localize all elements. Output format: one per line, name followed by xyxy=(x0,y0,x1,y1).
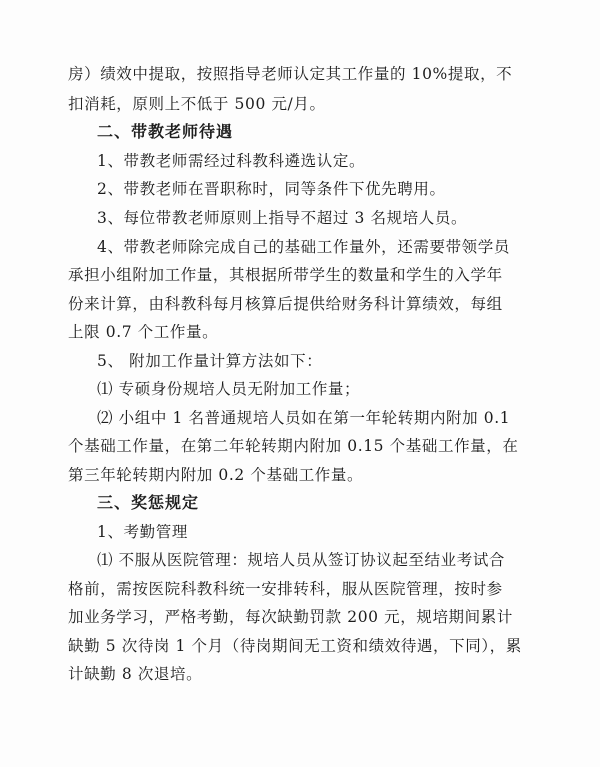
text-line: ⑴ 专硕身份规培人员无附加工作量； xyxy=(97,380,361,398)
text-line: 第三年轮转期内附加 0.2 个基础工作量。 xyxy=(68,466,364,484)
text-line: 5、 附加工作量计算方法如下： xyxy=(97,352,323,370)
text-line: 4、带教老师除完成自己的基础工作量外，还需要带领学员 xyxy=(97,238,510,256)
text-line: 3、每位带教老师原则上指导不超过 3 名规培人员。 xyxy=(97,209,468,227)
section-heading: 二、带教老师待遇 xyxy=(97,122,234,141)
text-line: 格前，需按医院科教科统一安排转科，服从医院管理，按时参 xyxy=(68,580,503,598)
text-line: 承担小组附加工作量，其根据所带学生的数量和学生的入学年 xyxy=(68,266,503,284)
text-line: ⑴ 不服从医院管理：规培人员从签订协议起至结业考试合 xyxy=(97,551,506,569)
text-line: 扣消耗，原则上不低于 500 元/月。 xyxy=(68,95,326,113)
text-line: 计缺勤 8 次退培。 xyxy=(68,665,203,683)
text-line: 加业务学习，严格考勤，每次缺勤罚款 200 元，规培期间累计 xyxy=(68,608,513,626)
text-line: 缺勤 5 次待岗 1 个月（待岗期间无工资和绩效待遇，下同），累 xyxy=(68,637,522,655)
text-line: 上限 0.7 个工作量。 xyxy=(68,323,219,341)
text-line: 1、考勤管理 xyxy=(97,523,188,541)
text-line: 2、带教老师在晋职称时，同等条件下优先聘用。 xyxy=(97,180,446,198)
text-line: 份来计算，由科教科每月核算后提供给财务科计算绩效，每组 xyxy=(68,295,503,313)
text-line: ⑵ 小组中 1 名普通规培人员如在第一年轮转期内附加 0.1 xyxy=(97,409,511,427)
text-line: 房）绩效中提取，按照指导老师认定其工作量的 10%提取，不 xyxy=(68,65,513,83)
text-line: 个基础工作量，在第二年轮转期内附加 0.15 个基础工作量，在 xyxy=(68,437,519,455)
text-line: 1、带教老师需经过科教科遴选认定。 xyxy=(97,152,366,170)
section-heading: 三、奖惩规定 xyxy=(97,493,200,512)
